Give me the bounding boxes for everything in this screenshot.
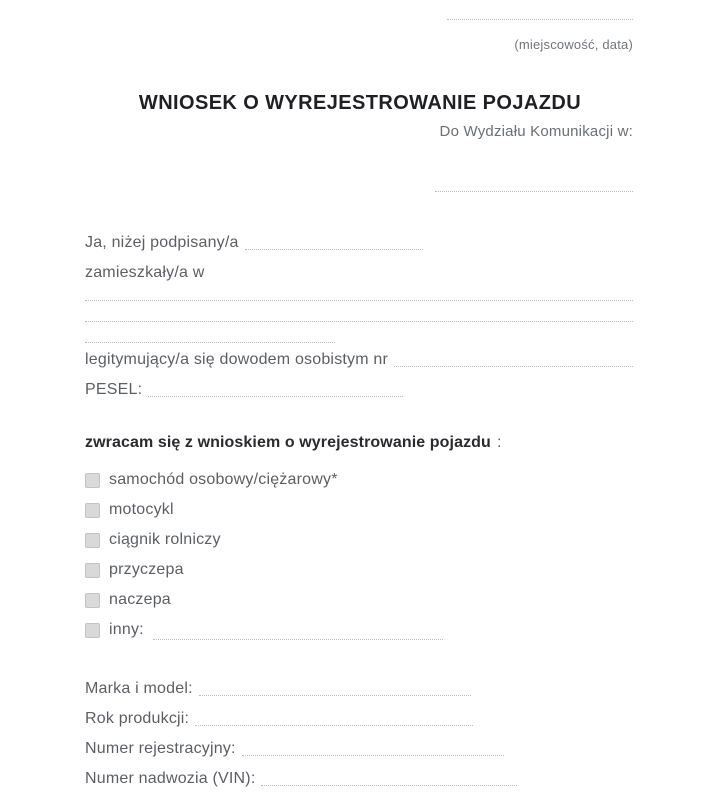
id-number-line: [394, 366, 633, 367]
production-year-label: Rok produkcji:: [85, 710, 190, 727]
vehicle-type-checkbox-semitrailer[interactable]: [85, 593, 100, 608]
registration-number-line: [242, 755, 504, 756]
request-heading-colon: :: [496, 434, 502, 451]
registration-number-label: Numer rejestracyjny:: [85, 740, 236, 757]
vehicle-type-row: [85, 525, 221, 555]
address-line-3: [85, 342, 335, 343]
vehicle-type-checkbox-other[interactable]: [85, 623, 100, 638]
vehicle-type-row: [85, 495, 174, 525]
pesel-label: PESEL:: [85, 381, 143, 398]
vehicle-type-label-car: samochód osobowy/ciężarowy*: [109, 471, 338, 488]
address-line-1: [85, 300, 633, 301]
applicant-name-label: Ja, niżej podpisany/a: [85, 234, 239, 251]
vehicle-type-row: [85, 615, 443, 645]
vehicle-type-row: [85, 585, 171, 615]
form-title: WNIOSEK O WYREJESTROWANIE POJAZDU: [138, 92, 582, 114]
vehicle-type-label-other: inny:: [109, 621, 144, 638]
addressee-label: Do Wydziału Komunikacji w:: [439, 123, 633, 140]
vehicle-type-checkbox-trailer[interactable]: [85, 563, 100, 578]
vehicle-type-checkbox-car[interactable]: [85, 473, 100, 488]
place-date-line: [447, 19, 633, 20]
request-heading: zwracam się z wnioskiem o wyrejestrowanie pojazdu: [85, 434, 491, 451]
make-model-label: Marka i model:: [85, 680, 193, 697]
pesel-line: [148, 396, 403, 397]
address-line-2: [85, 321, 633, 322]
vehicle-type-label-motorcycle: motocykl: [109, 501, 174, 518]
vehicle-type-other-line: [153, 639, 443, 640]
vehicle-type-row: [85, 465, 338, 495]
vehicle-type-checkbox-motorcycle[interactable]: [85, 503, 100, 518]
vehicle-type-row: [85, 555, 184, 585]
vehicle-type-label-tractor: ciągnik rolniczy: [109, 531, 221, 548]
recipient-office-line: [435, 191, 633, 192]
applicant-name-line: [245, 249, 423, 250]
residence-label: zamieszkały/a w: [85, 264, 205, 281]
make-model-line: [199, 695, 471, 696]
vin-number-line: [261, 785, 517, 786]
vehicle-type-label-trailer: przyczepa: [109, 561, 184, 578]
place-date-label: (miejscowość, data): [514, 37, 633, 52]
id-number-label: legitymujący/a się dowodem osobistym nr: [85, 351, 389, 368]
vehicle-type-label-semitrailer: naczepa: [109, 591, 171, 608]
vehicle-type-checkbox-tractor[interactable]: [85, 533, 100, 548]
production-year-line: [195, 725, 473, 726]
vin-number-label: Numer nadwozia (VIN):: [85, 770, 256, 787]
